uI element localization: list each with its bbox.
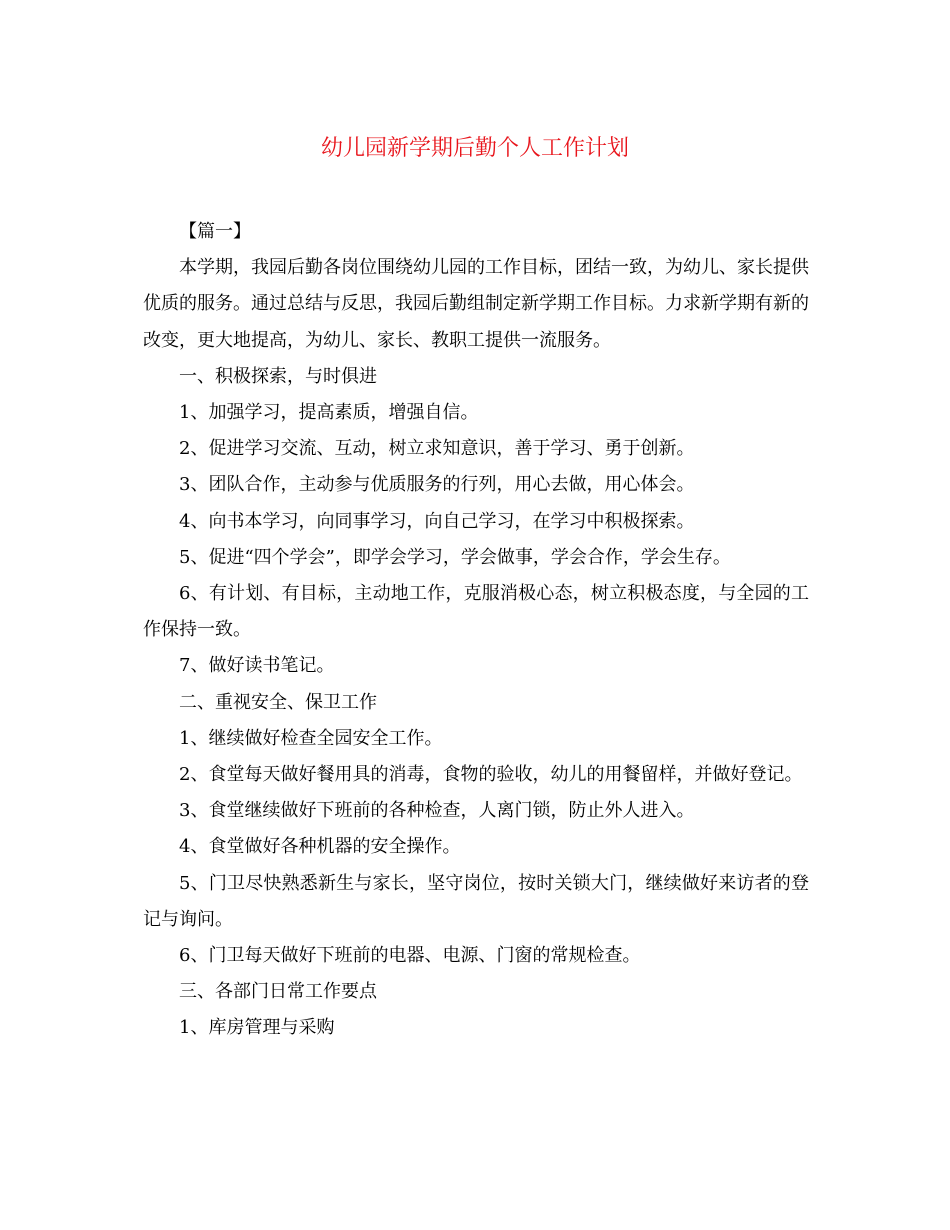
list-item: 1、加强学习，提高素质，增强自信。: [179, 402, 479, 424]
list-item: 6、有计划、有目标，主动地工作，克服消极心态，树立积极态度，与全园的工作保持一致。: [143, 583, 809, 641]
list-item: 6、门卫每天做好下班前的电器、电源、门窗的常规检查。: [179, 945, 641, 967]
section-heading: 二、重视安全、保卫工作: [179, 691, 377, 713]
document-body: [143, 214, 809, 1047]
list-item: 2、食堂每天做好餐用具的消毒，食物的验收，幼儿的用餐留样，并做好登记。: [179, 764, 803, 786]
list-item: 3、团队合作，主动参与优质服务的行列，用心去做，用心体会。: [179, 474, 695, 496]
document-title: 幼儿园新学期后勤个人工作计划: [320, 136, 629, 161]
list-item: 5、门卫尽快熟悉新生与家长，坚守岗位，按时关锁大门，继续做好来访者的登记与询问。: [143, 872, 809, 930]
list-item: 7、做好读书笔记。: [179, 655, 335, 677]
list-item: 4、向书本学习，向同事学习，向自己学习，在学习中积极探索。: [179, 510, 695, 532]
section-heading: 三、各部门日常工作要点: [179, 981, 377, 1003]
list-item: 5、促进“四个学会”，即学会学习，学会做事，学会合作，学会生存。: [179, 546, 731, 568]
list-item: 1、继续做好检查全园安全工作。: [179, 727, 443, 749]
list-item: 4、食堂做好各种机器的安全操作。: [179, 836, 461, 858]
list-item: 2、促进学习交流、互动，树立求知意识，善于学习、勇于创新。: [179, 438, 695, 460]
section-marker: 【篇一】: [179, 221, 251, 242]
list-item: 3、食堂继续做好下班前的各种检查，人离门锁，防止外人进入。: [179, 800, 695, 822]
section-heading: 一、积极探索，与时俱进: [179, 365, 377, 387]
list-item: 1、库房管理与采购: [179, 1017, 335, 1039]
intro-paragraph: 本学期，我园后勤各岗位围绕幼儿园的工作目标，团结一致，为幼儿、家长提供优质的服务。通过总结与反思，我园后勤组制定新学期工作目标。力求新学期有新的改变，更大地提高，为幼儿、家长、教职工提供一流服务。: [143, 257, 809, 351]
